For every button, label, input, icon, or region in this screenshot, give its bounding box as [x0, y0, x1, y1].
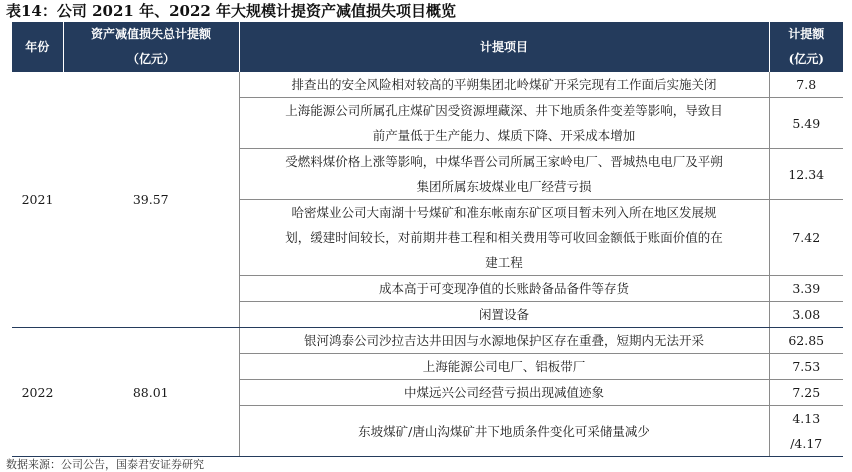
amount-line: 7.25: [792, 385, 821, 400]
amount-cell: [769, 149, 843, 200]
year-cell: 2022: [12, 328, 63, 457]
header-year-label: 年份: [25, 39, 50, 54]
header-amount: [769, 22, 843, 72]
amount-line: 62.85: [788, 333, 825, 348]
header-item: [239, 22, 769, 72]
item-cell: [239, 98, 769, 149]
header-total-line2: （亿元）: [126, 52, 175, 66]
item-cell: [239, 72, 769, 98]
table-row: [12, 72, 843, 98]
item-line: 排查出的安全风险相对较高的平朔集团北岭煤矿开采完现有工作面后实施关闭: [291, 77, 717, 92]
item-line: 闲置设备: [478, 307, 529, 322]
item-line: 受燃料煤价格上涨等影响，中煤华晋公司所属王家岭电厂、晋城热电电厂及平朔: [285, 154, 723, 169]
item-cell: [239, 302, 769, 328]
table-title: 表14：公司 2021 年、2022 年大规模计提资产减值损失项目概览: [6, 2, 457, 20]
header-amount-line2: (亿元): [788, 52, 824, 66]
item-cell: [239, 328, 769, 354]
header-year: [12, 22, 63, 72]
amount-line: 7.8: [796, 77, 817, 92]
item-cell: [239, 406, 769, 457]
amount-cell: [769, 406, 843, 457]
data-source-note: 数据来源：公司公告，国泰君安证券研究: [6, 458, 204, 471]
table-body: [12, 72, 843, 457]
item-cell: [239, 354, 769, 380]
header-row: [12, 22, 843, 72]
header-item-label: 计提项目: [479, 39, 528, 54]
amount-line: 12.34: [788, 166, 825, 182]
total-impairment-cell: 39.57: [63, 72, 239, 328]
item-line: 中煤远兴公司经营亏损出现减值迹象: [403, 385, 604, 400]
item-line: 前产量低于生产能力、煤质下降、开采成本增加: [372, 128, 636, 143]
amount-line: 7.53: [792, 359, 821, 374]
amount-line: 3.08: [792, 307, 821, 322]
item-line: 建工程: [485, 255, 523, 270]
amount-line: 3.39: [792, 281, 821, 296]
item-line: 银河鸿泰公司沙拉吉达井田因与水源地保护区存在重叠，短期内无法开采: [303, 333, 704, 348]
item-line: 东坡煤矿/唐山沟煤矿井下地质条件变化可采储量减少: [358, 423, 650, 439]
amount-cell: [769, 72, 843, 98]
item-line: 上海能源公司所属孔庄煤矿因受资源埋藏深、井下地质条件变差等影响，导致目: [285, 103, 723, 118]
header-total: [63, 22, 239, 72]
item-line: 划，缓建时间较长，对前期井巷工程和相关费用等可收回金额低于账面价值的在: [285, 230, 723, 245]
amount-line: /4.17: [790, 436, 823, 451]
amount-line: 7.42: [792, 230, 821, 245]
item-cell: [239, 200, 769, 276]
year-cell: 2021: [12, 72, 63, 328]
item-cell: [239, 276, 769, 302]
total-impairment-cell: 88.01: [63, 328, 239, 457]
item-line: 上海能源公司电厂、铝板带厂: [422, 359, 586, 374]
table-row: [12, 328, 843, 354]
amount-line: 5.49: [792, 115, 821, 131]
amount-line: 4.13: [792, 411, 821, 426]
item-line: 成本高于可变现净值的长账龄备品备件等存货: [378, 281, 629, 296]
header-amount-line1: 计提额: [788, 27, 825, 41]
amount-cell: [769, 380, 843, 406]
item-line: 哈密煤业公司大南湖十号煤矿和准东帐南东矿区项目暂未列入所在地区发展规: [291, 205, 717, 220]
amount-cell: [769, 354, 843, 380]
header-total-line1: 资产减值损失总计提额: [90, 27, 211, 41]
amount-cell: [769, 276, 843, 302]
item-line: 集团所属东坡煤业电厂经营亏损: [416, 179, 592, 194]
amount-cell: [769, 328, 843, 354]
impairment-table: [12, 22, 843, 457]
amount-cell: [769, 200, 843, 276]
amount-cell: [769, 302, 843, 328]
item-cell: [239, 380, 769, 406]
item-cell: [239, 149, 769, 200]
amount-cell: [769, 98, 843, 149]
